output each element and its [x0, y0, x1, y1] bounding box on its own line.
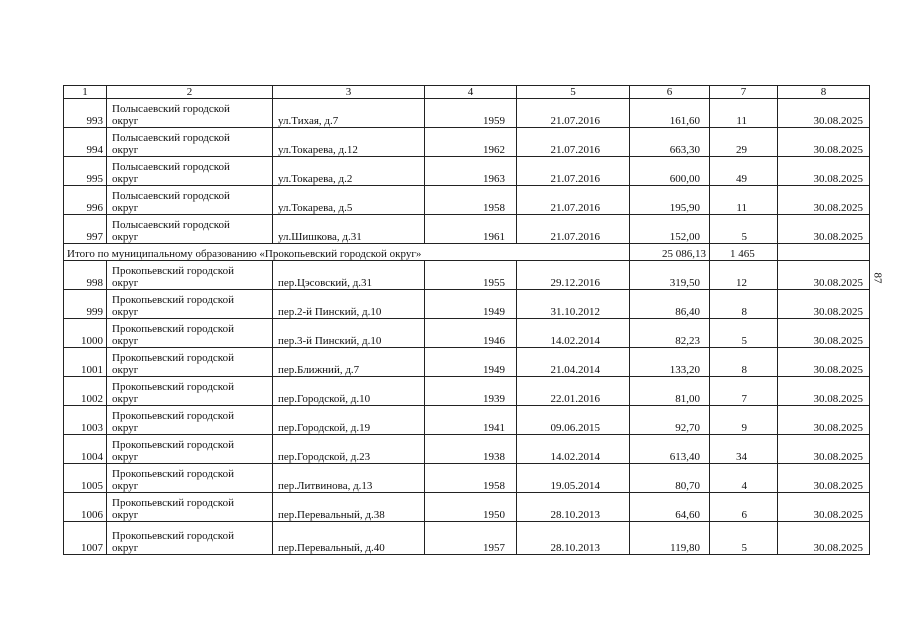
municipality-name: [107, 261, 273, 290]
construction-year: 1950: [425, 493, 517, 522]
building-address: пер.Городской, д.10: [273, 377, 425, 406]
table-row: [64, 319, 870, 348]
resettlement-deadline: 30.08.2025: [778, 128, 870, 157]
municipality-name-line1: Полысаевский городской: [112, 219, 230, 231]
municipality-name-line2: округ: [112, 335, 139, 347]
row-number: 1004: [64, 435, 107, 464]
recognition-date: 19.05.2014: [517, 464, 630, 493]
municipality-name-line2: округ: [112, 509, 139, 521]
resettlement-deadline: 30.08.2025: [778, 99, 870, 128]
table-row: [64, 128, 870, 157]
resettlement-deadline: 30.08.2025: [778, 377, 870, 406]
resettlement-deadline: 30.08.2025: [778, 522, 870, 555]
municipality-name-line1: Прокопьевский городской: [112, 352, 234, 364]
municipality-name-line2: округ: [112, 144, 139, 156]
living-area: 81,00: [630, 377, 710, 406]
total-persons: 1 465: [710, 244, 778, 261]
residents-count: 9: [710, 406, 778, 435]
resettlement-deadline: 30.08.2025: [778, 157, 870, 186]
housing-registry-table: [63, 85, 870, 555]
col-header-5: 5: [517, 86, 630, 99]
table-row: [64, 186, 870, 215]
residents-count: 6: [710, 493, 778, 522]
recognition-date: 28.10.2013: [517, 493, 630, 522]
building-address: ул.Токарева, д.2: [273, 157, 425, 186]
residents-count: 29: [710, 128, 778, 157]
building-address: пер.Перевальный, д.40: [273, 522, 425, 555]
municipality-name-line1: Полысаевский городской: [112, 103, 230, 115]
municipality-name-line1: Прокопьевский городской: [112, 294, 234, 306]
municipality-name: [107, 319, 273, 348]
prokopyevsky-rows: [64, 261, 870, 555]
municipality-name-line1: Полысаевский городской: [112, 190, 230, 202]
table-row: [64, 290, 870, 319]
residents-count: 11: [710, 186, 778, 215]
residents-count: 5: [710, 319, 778, 348]
residents-count: 34: [710, 435, 778, 464]
living-area: 92,70: [630, 406, 710, 435]
living-area: 86,40: [630, 290, 710, 319]
construction-year: 1955: [425, 261, 517, 290]
living-area: 82,23: [630, 319, 710, 348]
total-section: [64, 244, 870, 261]
municipality-name-line2: округ: [112, 173, 139, 185]
col-header-7: 7: [710, 86, 778, 99]
resettlement-deadline: 30.08.2025: [778, 290, 870, 319]
recognition-date: 21.04.2014: [517, 348, 630, 377]
table-row: [64, 348, 870, 377]
municipality-name: [107, 464, 273, 493]
residents-count: 7: [710, 377, 778, 406]
construction-year: 1961: [425, 215, 517, 244]
recognition-date: 14.02.2014: [517, 435, 630, 464]
municipality-name-line1: Прокопьевский городской: [112, 439, 234, 451]
municipality-name-line2: округ: [112, 480, 139, 492]
living-area: 80,70: [630, 464, 710, 493]
living-area: 133,20: [630, 348, 710, 377]
col-header-4: 4: [425, 86, 517, 99]
building-address: пер.Литвинова, д.13: [273, 464, 425, 493]
table-row: [64, 493, 870, 522]
living-area: 613,40: [630, 435, 710, 464]
building-address: пер.2-й Пинский, д.10: [273, 290, 425, 319]
construction-year: 1946: [425, 319, 517, 348]
recognition-date: 21.07.2016: [517, 157, 630, 186]
recognition-date: 29.12.2016: [517, 261, 630, 290]
construction-year: 1957: [425, 522, 517, 555]
municipality-name: [107, 157, 273, 186]
construction-year: 1941: [425, 406, 517, 435]
resettlement-deadline: 30.08.2025: [778, 348, 870, 377]
residents-count: 11: [710, 99, 778, 128]
recognition-date: 31.10.2012: [517, 290, 630, 319]
municipality-name: [107, 493, 273, 522]
municipality-name-line2: округ: [112, 364, 139, 376]
row-number: 995: [64, 157, 107, 186]
total-empty-cell: [778, 244, 870, 261]
residents-count: 5: [710, 215, 778, 244]
living-area: 64,60: [630, 493, 710, 522]
municipality-name-line2: округ: [112, 393, 139, 405]
table-row: [64, 215, 870, 244]
municipality-name-line1: Прокопьевский городской: [112, 410, 234, 422]
municipality-name-line1: Прокопьевский городской: [112, 265, 234, 277]
total-row: [64, 244, 870, 261]
row-number: 993: [64, 99, 107, 128]
page-number: 87: [871, 272, 884, 284]
municipality-name: [107, 406, 273, 435]
table-row: [64, 157, 870, 186]
recognition-date: 21.07.2016: [517, 186, 630, 215]
resettlement-deadline: 30.08.2025: [778, 261, 870, 290]
municipality-name-line2: округ: [112, 451, 139, 463]
construction-year: 1949: [425, 290, 517, 319]
polysaevsky-rows: [64, 99, 870, 244]
residents-count: 8: [710, 348, 778, 377]
building-address: пер.3-й Пинский, д.10: [273, 319, 425, 348]
resettlement-deadline: 30.08.2025: [778, 435, 870, 464]
recognition-date: 28.10.2013: [517, 522, 630, 555]
col-header-3: 3: [273, 86, 425, 99]
municipality-name-line1: Прокопьевский городской: [112, 497, 234, 509]
municipality-name-line1: Полысаевский городской: [112, 161, 230, 173]
construction-year: 1963: [425, 157, 517, 186]
building-address: ул.Токарева, д.12: [273, 128, 425, 157]
municipality-name-line2: округ: [112, 422, 139, 434]
municipality-name: [107, 435, 273, 464]
municipality-name: [107, 522, 273, 555]
row-number: 997: [64, 215, 107, 244]
recognition-date: 09.06.2015: [517, 406, 630, 435]
row-number: 1003: [64, 406, 107, 435]
municipality-name: [107, 99, 273, 128]
total-area: 25 086,13: [630, 244, 710, 261]
row-number: 1001: [64, 348, 107, 377]
construction-year: 1949: [425, 348, 517, 377]
table-row: [64, 435, 870, 464]
municipality-name-line1: Прокопьевский городской: [112, 468, 234, 480]
table-row: [64, 261, 870, 290]
municipality-name: [107, 348, 273, 377]
living-area: 152,00: [630, 215, 710, 244]
living-area: 663,30: [630, 128, 710, 157]
municipality-name-line1: Прокопьевский городской: [112, 381, 234, 393]
row-number: 1006: [64, 493, 107, 522]
municipality-name-line2: округ: [112, 202, 139, 214]
living-area: 119,80: [630, 522, 710, 555]
residents-count: 49: [710, 157, 778, 186]
municipality-name: [107, 186, 273, 215]
municipality-name-line2: округ: [112, 115, 139, 127]
resettlement-deadline: 30.08.2025: [778, 493, 870, 522]
building-address: пер.Городской, д.19: [273, 406, 425, 435]
building-address: ул.Токарева, д.5: [273, 186, 425, 215]
recognition-date: 21.07.2016: [517, 128, 630, 157]
living-area: 195,90: [630, 186, 710, 215]
recognition-date: 21.07.2016: [517, 99, 630, 128]
resettlement-deadline: 30.08.2025: [778, 464, 870, 493]
resettlement-deadline: 30.08.2025: [778, 215, 870, 244]
construction-year: 1958: [425, 186, 517, 215]
total-label: Итого по муниципальному образованию «Прокопьевский городской округ»: [64, 244, 630, 261]
construction-year: 1959: [425, 99, 517, 128]
col-header-8: 8: [778, 86, 870, 99]
building-address: ул.Тихая, д.7: [273, 99, 425, 128]
municipality-name-line1: Прокопьевский городской: [112, 530, 234, 542]
resettlement-deadline: 30.08.2025: [778, 406, 870, 435]
residents-count: 12: [710, 261, 778, 290]
municipality-name: [107, 128, 273, 157]
recognition-date: 22.01.2016: [517, 377, 630, 406]
col-header-1: 1: [64, 86, 107, 99]
resettlement-deadline: 30.08.2025: [778, 319, 870, 348]
residents-count: 8: [710, 290, 778, 319]
construction-year: 1962: [425, 128, 517, 157]
row-number: 1005: [64, 464, 107, 493]
municipality-name-line1: Прокопьевский городской: [112, 323, 234, 335]
municipality-name-line2: округ: [112, 277, 139, 289]
resettlement-deadline: 30.08.2025: [778, 186, 870, 215]
building-address: пер.Городской, д.23: [273, 435, 425, 464]
residents-count: 5: [710, 522, 778, 555]
table-row: [64, 377, 870, 406]
construction-year: 1938: [425, 435, 517, 464]
row-number: 998: [64, 261, 107, 290]
living-area: 161,60: [630, 99, 710, 128]
municipality-name-line2: округ: [112, 231, 139, 243]
building-address: пер.Ближний, д.7: [273, 348, 425, 377]
row-number: 1007: [64, 522, 107, 555]
row-number: 1002: [64, 377, 107, 406]
recognition-date: 14.02.2014: [517, 319, 630, 348]
table-row: [64, 406, 870, 435]
row-number: 1000: [64, 319, 107, 348]
table-row: [64, 522, 870, 555]
construction-year: 1939: [425, 377, 517, 406]
recognition-date: 21.07.2016: [517, 215, 630, 244]
residents-count: 4: [710, 464, 778, 493]
table-row: [64, 464, 870, 493]
col-header-6: 6: [630, 86, 710, 99]
living-area: 319,50: [630, 261, 710, 290]
construction-year: 1958: [425, 464, 517, 493]
row-number: 994: [64, 128, 107, 157]
building-address: ул.Шишкова, д.31: [273, 215, 425, 244]
municipality-name-line2: округ: [112, 542, 139, 554]
building-address: пер.Перевальный, д.38: [273, 493, 425, 522]
municipality-name-line2: округ: [112, 306, 139, 318]
living-area: 600,00: [630, 157, 710, 186]
row-number: 999: [64, 290, 107, 319]
building-address: пер.Цэсовский, д.31: [273, 261, 425, 290]
col-header-2: 2: [107, 86, 273, 99]
row-number: 996: [64, 186, 107, 215]
municipality-name: [107, 377, 273, 406]
table-row: [64, 99, 870, 128]
municipality-name: [107, 290, 273, 319]
municipality-name: [107, 215, 273, 244]
municipality-name-line1: Полысаевский городской: [112, 132, 230, 144]
column-number-row: [64, 86, 870, 99]
